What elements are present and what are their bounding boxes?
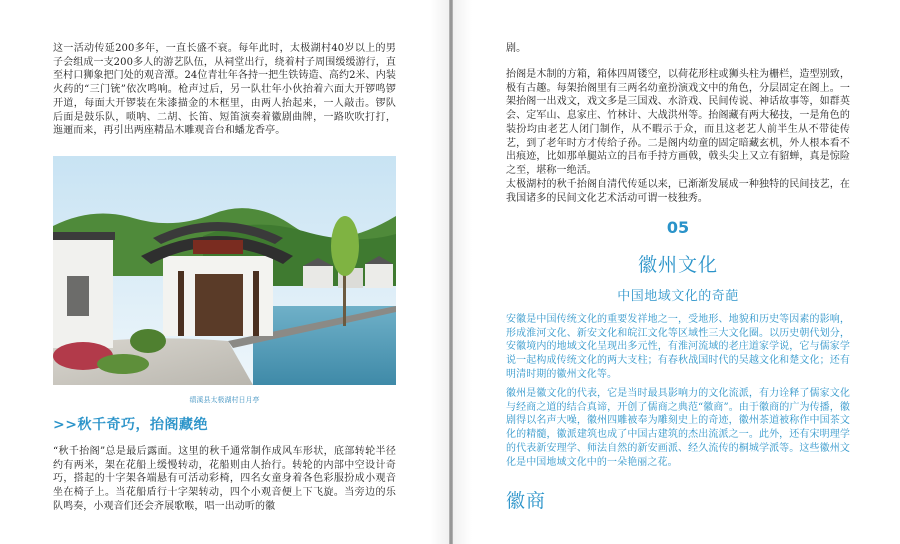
right-paragraph-0: 剧。 [506,43,527,54]
blue-paragraph-2: 徽州是徽文化的代表，它是当时最具影响力的文化流派，有力诠释了儒家文化与经商之道的结合真谛，开创了儒商之典范“徽商”。由于徽商的广为传播，徽剧得以名声大噪，徽州四雕被奉为雕刻史上的奇迹，徽州茶道被称作中国茶文化的精髓，徽派建筑也成了中国古建筑的杰出流派之一。此外，还有宋明理学的代表新安理学、师法自然的新安画派、经久流传的桐城学派等。这些徽州文化是中国地域文化中的一朵艳丽之花。 [506,388,850,468]
photo-caption: 绩溪县太极湖村日月亭 [189,396,260,404]
left-paragraph-1: 这一活动传延200多年，一直长盛不衰。每年此时，太极湖村40岁以上的男子会组成一支200多人的游艺队伍，从祠堂出行，绕着村子周围缓缓游行，直至村口狮象把门处的观音潭。24位青壮年各持一把生铁铸造、高约2米、内装火药的“三门铳”依次鸣响。枪声过后，另一队壮年小伙抬着六面大开锣鸣锣开道，每面大开锣装在朱漆描金的木框里，由两人抬起来，一人敲击。锣队后面是鼓乐队，唢呐、二胡、长笛、短笛演奏着徽剧曲牌，一路吹吹打打，迤逦而来，再引出两座精品木雕观音台和蟠龙香亭。 [53,43,396,137]
left-paragraph-2: “秋千抬阁”总是最后露面。这里的秋千通常制作成风车形状，底部转轮半径约有两米，架在花船上缓慢转动，花船则由人抬行。转轮的内部中空设计奇巧，搭起的十字架各端悬有可活动彩椅，四名女童身着各色彩服扮成小观音坐在椅子上。当花船盾行十字架转动，四个小观音便上下飞旋。当旁边的乐队鸣奏，小观音们还会齐展歌喉，唱一出动听的徽 [53,446,396,512]
chapter-title: 徽州文化 [637,254,718,276]
blue-paragraph-1: 安徽是中国传统文化的重要发祥地之一，受地形、地貌和历史等因素的影响，形成淮河文化、新安文化和皖江文化等区域性三大文化圈。以历史朝代划分，安徽境内的地域文化呈现出多元性，有淮河流域的老庄道家学说，它与儒家学说一起构成传统文化的两大支柱；有春秋战国时代的吴越文化和楚文化；还有明清时期的徽州文化等。 [506,314,850,380]
right-page [506,0,850,544]
chapter-number: 05 [666,218,690,237]
gutter-shadow-left [430,0,449,544]
left-page [53,0,396,544]
right-paragraph-2: 太极湖村的秋千抬阁自清代传延以来，已渐渐发展成一种独特的民间技艺，在我国诸多的民间文化艺术活动可谓一枝独秀。 [506,179,850,204]
gutter-shadow-right [453,0,472,544]
section-title: 徽商 [506,490,547,512]
village-photo [53,156,396,385]
sub-heading: >>秋千奇巧，抬阁藏绝 [53,417,208,433]
chapter-subtitle: 中国地域文化的奇葩 [617,289,739,304]
right-paragraph-1: 抬阁是木制的方箱，箱体四周镂空，以荷花形柱或狮头柱为栅栏，造型别致，极有古趣。每架抬阁里有三两名幼童扮演戏文中的角色，分层固定在阁上。一架抬阁一出戏文，戏文多是三国戏、水浒戏、民间传说、神话故事等，如群英会、定军山、息家庄、竹林计、大战洪州等。抬阁藏有两大秘技，一是角色的装扮均由老艺人闭门制作，从不暇示于众，而且这老艺人前半生从不带徒传艺，到了老年时方才传给子孙。二是阁内幼童的固定暗藏玄机，外人根本看不出痕迹，比如那单腿站立的吕布手持方画戟，戟头尖上又立有貂蝉，真是惊险之至，堪称一绝活。 [506,69,850,176]
